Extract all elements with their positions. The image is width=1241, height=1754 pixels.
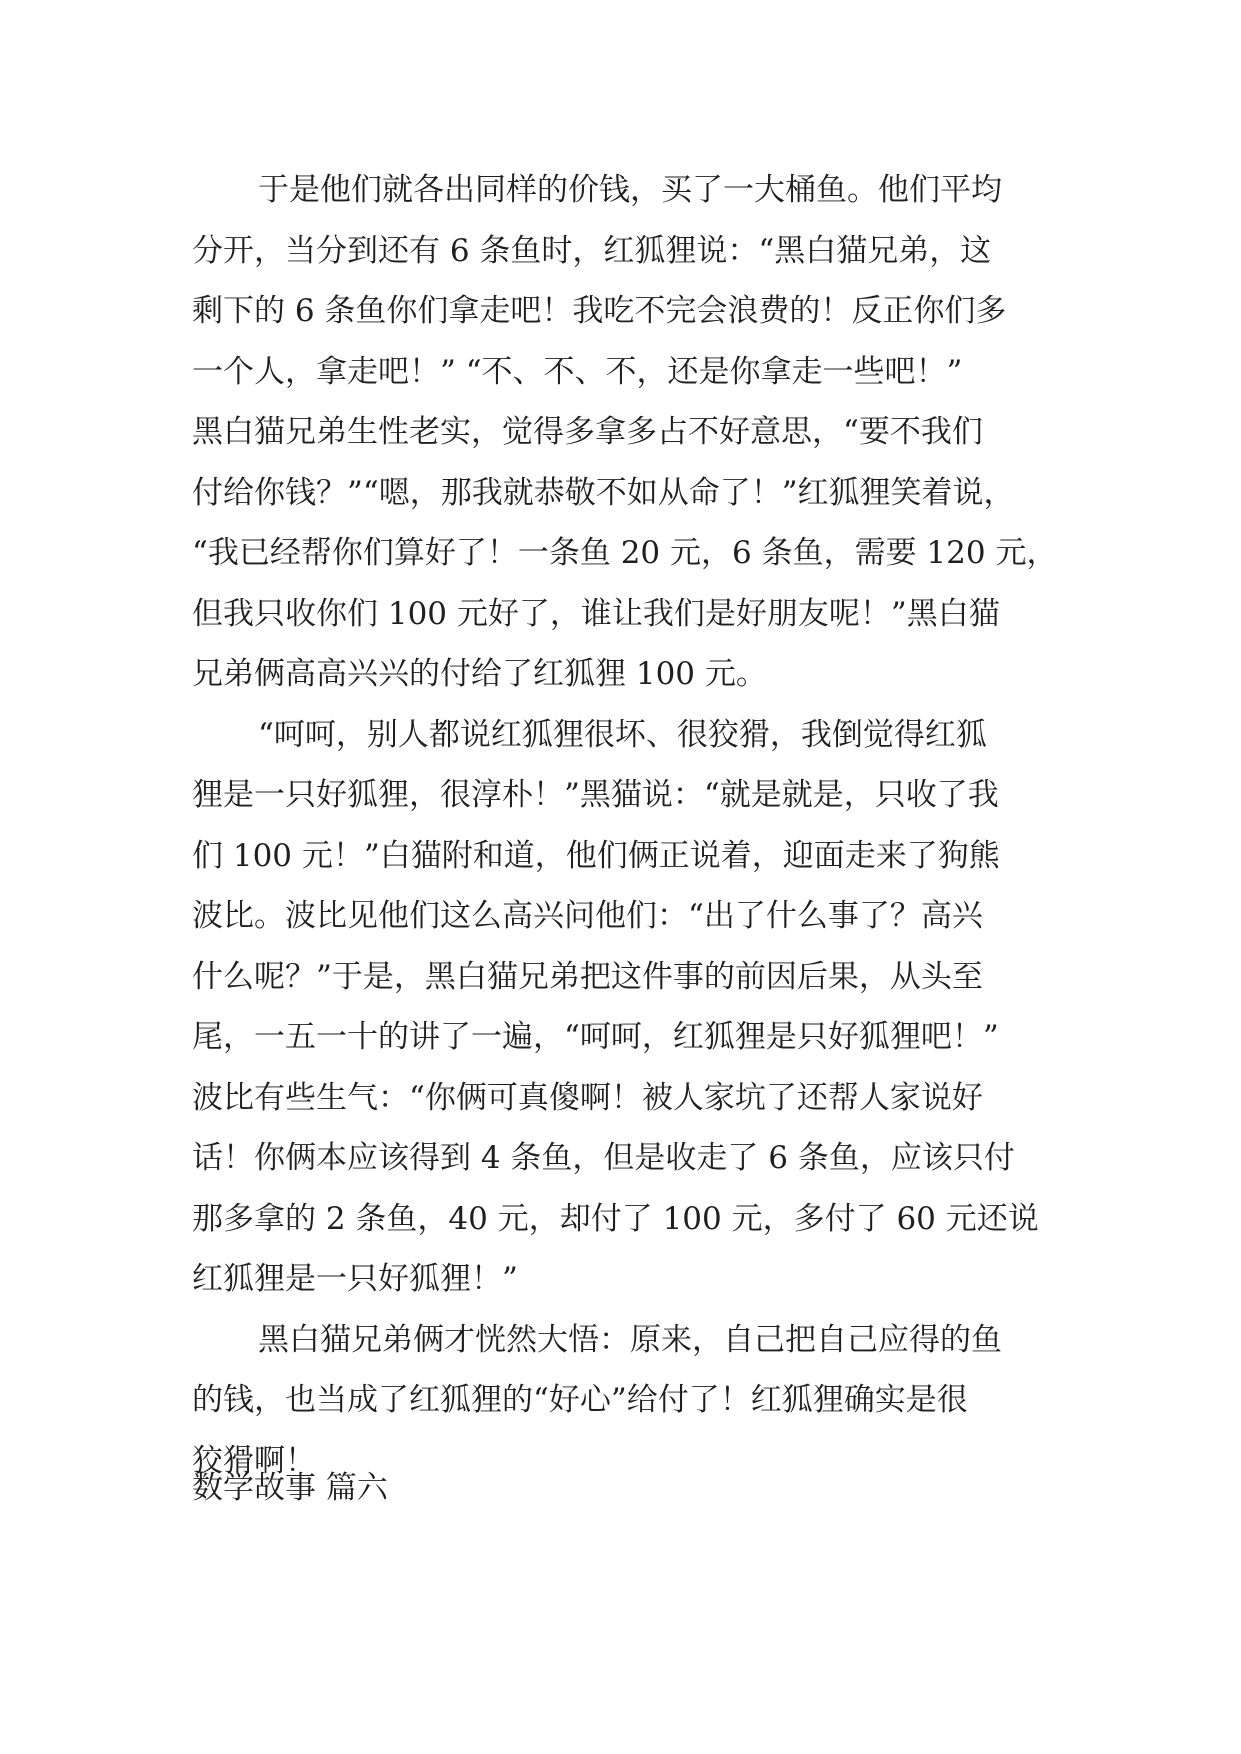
paragraph-line: 于是他们就各出同样的价钱，买了一大桶鱼。他们平均 (258, 172, 1002, 208)
paragraph-line: 波比。波比见他们这么高兴问他们：“出了什么事了？高兴 (192, 898, 983, 934)
paragraph-line: 红狐狸是一只好狐狸！” (192, 1261, 518, 1297)
paragraph-line: 黑白猫兄弟生性老实，觉得多拿多占不好意思，“要不我们 (192, 414, 983, 450)
paragraph-line: 狸是一只好狐狸，很淳朴！”黑猫说：“就是就是，只收了我 (192, 777, 999, 813)
paragraph-1 (192, 160, 1058, 705)
paragraph-line: “我已经帮你们算好了！一条鱼 20 元，6 条鱼，需要 120 元， (192, 535, 1058, 571)
paragraph-line: 波比有些生气：“你俩可真傻啊！被人家坑了还帮人家说好 (192, 1079, 983, 1116)
paragraph-2 (192, 705, 1052, 1310)
paragraph-line: 们 100 元！”白猫附和道，他们俩正说着，迎面走来了狗熊 (192, 837, 1000, 874)
paragraph-line: 兄弟俩高高兴兴的付给了红狐狸 100 元。 (192, 656, 767, 692)
paragraph-line: 尾，一五一十的讲了一遍，“呵呵，红狐狸是只好狐狸吧！” (192, 1019, 999, 1055)
paragraph-3 (192, 1310, 1052, 1492)
story-body (192, 160, 1058, 1491)
paragraph-line: 什么呢？”于是，黑白猫兄弟把这件事的前因后果，从头至 (192, 958, 983, 995)
paragraph-line: 一个人，拿走吧！” “不、不、不，还是你拿走一些吧！” (192, 353, 963, 390)
paragraph-line: 但我只收你们 100 元好了，谁让我们是好朋友呢！”黑白猫 (192, 595, 1000, 632)
paragraph-line: “呵呵，别人都说红狐狸很坏、很狡猾，我倒觉得红狐 (258, 716, 987, 753)
paragraph-line: 狡猾啊！ (192, 1442, 316, 1479)
paragraph-line: 话！你俩本应该得到 4 条鱼，但是收走了 6 条鱼，应该只付 (192, 1140, 1015, 1176)
paragraph-line: 付给你钱？”“嗯，那我就恭敬不如从命了！”红狐狸笑着说， (192, 474, 1015, 511)
paragraph-line: 分开，当分到还有 6 条鱼时，红狐狸说：“黑白猫兄弟，这 (192, 232, 992, 269)
paragraph-line: 那多拿的 2 条鱼，40 元，却付了 100 元，多付了 60 元还说 (192, 1200, 1039, 1237)
section-heading: 数学故事 篇六 (192, 1470, 388, 1506)
paragraph-line: 的钱，也当成了红狐狸的“好心”给付了！红狐狸确实是很 (192, 1382, 968, 1418)
paragraph-line: 黑白猫兄弟俩才恍然大悟：原来，自己把自己应得的鱼 (258, 1321, 1002, 1358)
paragraph-line: 剩下的 6 条鱼你们拿走吧！我吃不完会浪费的！反正你们多 (192, 293, 1007, 329)
